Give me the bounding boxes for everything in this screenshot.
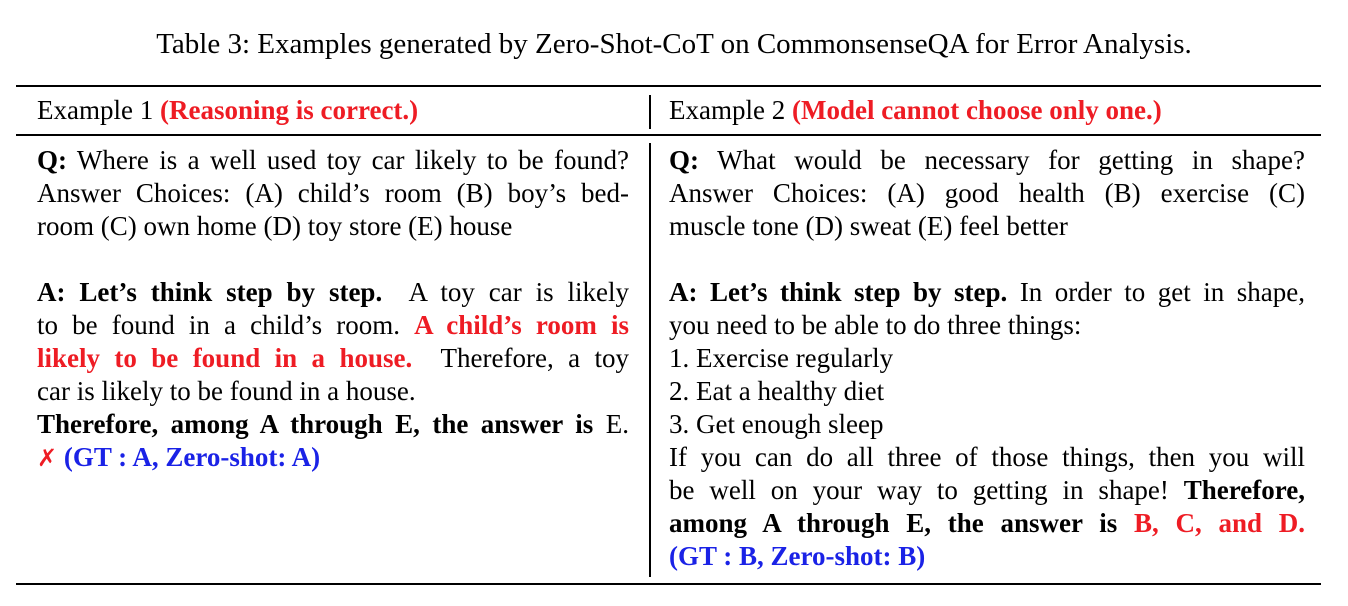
example2-header	[669, 94, 1305, 127]
example2-final-answer	[669, 507, 1305, 540]
example1-question-prefix: Q:	[37, 145, 67, 175]
example1-question-line1	[37, 144, 629, 177]
example2-spacer	[669, 243, 1305, 276]
example1-answer-line4: car is likely to be found in a house.	[37, 376, 416, 406]
cross-mark-icon: ✗	[37, 444, 58, 472]
example2-question-line3: muscle tone (D) sweat (E) feel better	[669, 211, 1068, 241]
example1-answer-line3-plain: Therefore, a toy	[440, 343, 630, 373]
example1-question-line3: room (C) own home (D) toy store (E) house	[37, 211, 513, 241]
example2-list-item: 1. Exercise regularly	[669, 343, 894, 373]
example1-answer-line3-highlight: likely to be found in a house.	[37, 343, 413, 373]
example1-answer-line1	[37, 276, 629, 309]
example1-answer-line3	[37, 342, 629, 375]
example2-header-label: Example 2	[669, 95, 786, 125]
example1-header-label: Example 1	[37, 95, 154, 125]
example2-answer-prefix: A: Let’s think step by step.	[669, 277, 1008, 307]
example2-question-text: What would be necessary for getting in shape?	[717, 145, 1306, 175]
example2-answer-line2: you need to be able to do three things:	[669, 310, 1082, 340]
example1-body	[37, 144, 629, 475]
table-top-rule	[16, 85, 1321, 87]
example1-final-answer-bold: Therefore, among A through E, the answer is	[37, 409, 594, 439]
example1-spacer	[37, 243, 629, 276]
example1-answer-line2	[37, 309, 629, 342]
example1-question-text: Where is a well used toy car likely to be found?	[76, 145, 629, 175]
example1-answer-line1-text: A toy car is likely	[408, 277, 629, 307]
example1-ground-truth-text: (GT : A, Zero-shot: A)	[63, 442, 321, 472]
header-column-divider	[649, 95, 651, 129]
example2-answer-line7-bold: Therefore,	[1183, 475, 1305, 505]
example2-question-line2: Answer Choices: (A) good health (B) exercise (C)	[669, 178, 1305, 208]
example1-ground-truth	[37, 441, 629, 475]
example2-question-prefix: Q:	[669, 145, 699, 175]
table-caption: Table 3: Examples generated by Zero-Shot-CoT on CommonsenseQA for Error Analysis.	[156, 28, 1192, 60]
example2-final-answer-choices: B, C, and D.	[1134, 508, 1306, 538]
table-header-rule	[16, 134, 1321, 136]
example1-answer-line2-plain: to be found in a child’s room.	[37, 310, 400, 340]
example2-body	[669, 144, 1305, 573]
example2-answer-line1	[669, 276, 1305, 309]
example2-ground-truth: (GT : B, Zero-shot: B)	[669, 541, 926, 571]
example2-final-answer-bold: among A through E, the answer is	[669, 508, 1118, 538]
table-bottom-rule	[16, 583, 1321, 585]
example1-header-tag: (Reasoning is correct.)	[159, 95, 419, 125]
example1-question-line2: Answer Choices: (A) child’s room (B) boy’s bed-	[37, 178, 629, 208]
example2-list-item: 2. Eat a healthy diet	[669, 376, 885, 406]
example2-question-line1	[669, 144, 1305, 177]
example2-answer-line7-plain: be well on your way to getting in shape!	[669, 475, 1169, 505]
example1-answer-prefix: A: Let’s think step by step.	[37, 277, 383, 307]
body-column-divider	[649, 143, 651, 577]
example1-final-answer	[37, 408, 629, 441]
example2-header-tag: (Model cannot choose only one.)	[791, 95, 1162, 125]
example1-header	[37, 94, 629, 127]
example1-answer-line2-highlight: A child’s room is	[414, 310, 630, 340]
example2-list-item: 3. Get enough sleep	[669, 409, 884, 439]
example2-answer-line7	[669, 474, 1305, 507]
example2-answer-line1-text: In order to get in shape,	[1019, 277, 1306, 307]
example1-final-answer-letter: E.	[605, 409, 629, 439]
example2-answer-line6: If you can do all three of those things, then you will	[669, 442, 1305, 472]
